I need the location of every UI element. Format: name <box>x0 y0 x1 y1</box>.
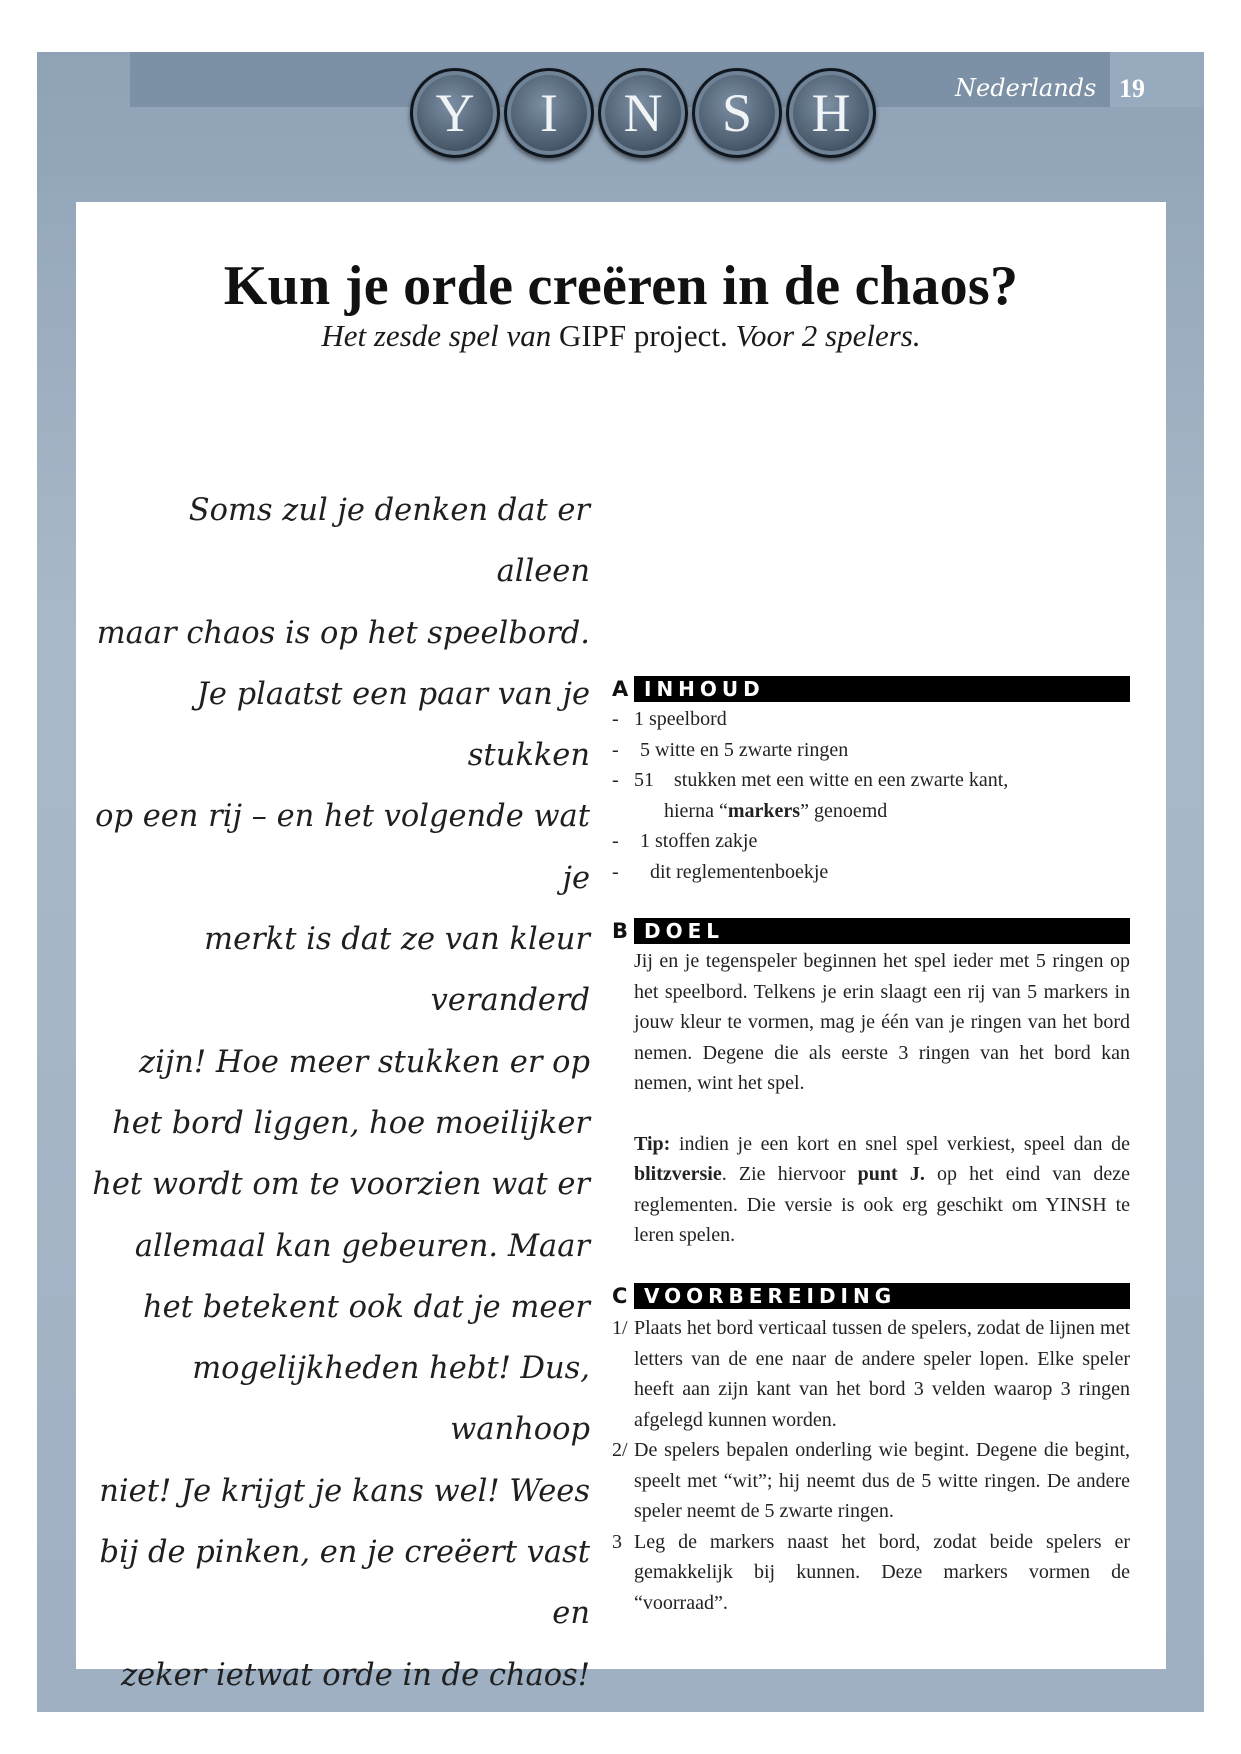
intro-line: het bord liggen, hoe moeilijker <box>112 1105 590 1141</box>
section-inhoud <box>612 676 1130 887</box>
list-item: 2/ De spelers bepalen onderling wie begint. Degene die begint, speelt met “wit”; hij neemt dus de 5 witte ringen. De andere speler neemt de 5 zwarte ringen. <box>612 1439 1130 1522</box>
subtitle-part-2: GIPF project. <box>558 318 728 353</box>
language-label: Nederlands <box>955 74 1097 102</box>
section-doel <box>612 918 1130 1251</box>
intro-line: niet! Je krijgt je kans wel! Wees <box>99 1473 590 1509</box>
section-letter: C <box>612 1284 628 1308</box>
intro-line: het wordt om te voorzien wat er <box>92 1167 590 1203</box>
yinsh-logo <box>410 68 876 160</box>
logo-letter-i: I <box>504 68 594 158</box>
intro-line: zijn! Hoe meer stukken er op <box>139 1044 590 1080</box>
logo-letter-n: N <box>598 68 688 158</box>
logo-letter-s: S <box>692 68 782 158</box>
list-item: 1/ Plaats het bord verticaal tussen de spelers, zodat de lijnen met letters van de ene naar de andere speler lopen. Elke speler heeft aan zijn kant van het bord 3 velden waarop 3 ringen afgelegd kunnen worden. <box>612 1317 1130 1431</box>
logo-letter-y: Y <box>410 68 500 158</box>
intro-line: op een rij – en het volgende wat je <box>95 799 590 896</box>
section-heading: DOEL <box>634 918 1130 944</box>
goal-text: Jij en je tegenspeler beginnen het spel ieder met 5 ringen op het speelbord. Telkens je erin slaagt een rij van 5 markers in jouw kleur te vormen, mag je één van je ringen van het bord nemen. Degene die als eerste 3 ringen van het bord kan nemen, wint het spel. <box>634 950 1130 1094</box>
page-number: 19 <box>1119 74 1145 103</box>
intro-line: Soms zul je denken dat er alleen <box>188 493 590 590</box>
subtitle-part-3: Voor 2 spelers. <box>735 318 921 353</box>
subtitle-part-1: Het zesde spel van <box>321 318 552 353</box>
intro-line: allemaal kan gebeuren. Maar <box>134 1228 590 1264</box>
list-item: - dit reglementenboekje <box>612 860 829 883</box>
page-title: Kun je orde creëren in de chaos? <box>223 255 1019 317</box>
logo-letter-h: H <box>786 68 876 158</box>
list-item: - 5 witte en 5 zwarte ringen <box>612 738 849 761</box>
contents-list <box>612 704 1130 887</box>
page-subtitle <box>76 318 1166 354</box>
list-item-continuation: hierna “ markers ” genoemd <box>664 799 888 822</box>
intro-line: bij de pinken, en je creëert vast en <box>99 1535 590 1632</box>
intro-line: zeker ietwat orde in de chaos! <box>121 1657 590 1693</box>
list-item: - 1 stoffen zakje <box>612 830 758 852</box>
intro-line: merkt is dat ze van kleur veranderd <box>204 922 590 1019</box>
intro-line: Je plaatst een paar van je stukken <box>196 676 590 774</box>
section-header <box>612 676 1130 702</box>
preparation-list <box>612 1313 1130 1618</box>
tip-text: Tip: indien je een kort en snel spel verkiest, speel dan de blitzversie. Zie hiervoor punt J. op het eind van deze reglementen. Die versie is ook erg geschikt om YINSH te leren spelen. <box>634 1132 1131 1246</box>
intro-line: mogelijkheden hebt! Dus, wanhoop <box>192 1351 590 1448</box>
intro-line: het betekent ook dat je meer <box>142 1289 590 1325</box>
section-letter: B <box>612 919 629 943</box>
section-heading: VOORBEREIDING <box>634 1283 1130 1309</box>
list-item: - 51 stukken met een witte en een zwarte kant, <box>612 769 1009 791</box>
section-letter: A <box>612 677 629 701</box>
section-heading: INHOUD <box>634 676 1130 702</box>
section-voorbereiding <box>612 1283 1130 1618</box>
intro-text <box>90 480 590 1706</box>
list-item: - 1 speelbord <box>612 708 727 730</box>
list-item: 3 Leg de markers naast het bord, zodat beide spelers er gemakkelijk bij kunnen. Deze markers vormen de “voorraad”. <box>612 1530 1130 1614</box>
section-header <box>612 918 1130 944</box>
section-header <box>612 1283 1130 1309</box>
intro-line: maar chaos is op het speelbord. <box>96 615 590 651</box>
